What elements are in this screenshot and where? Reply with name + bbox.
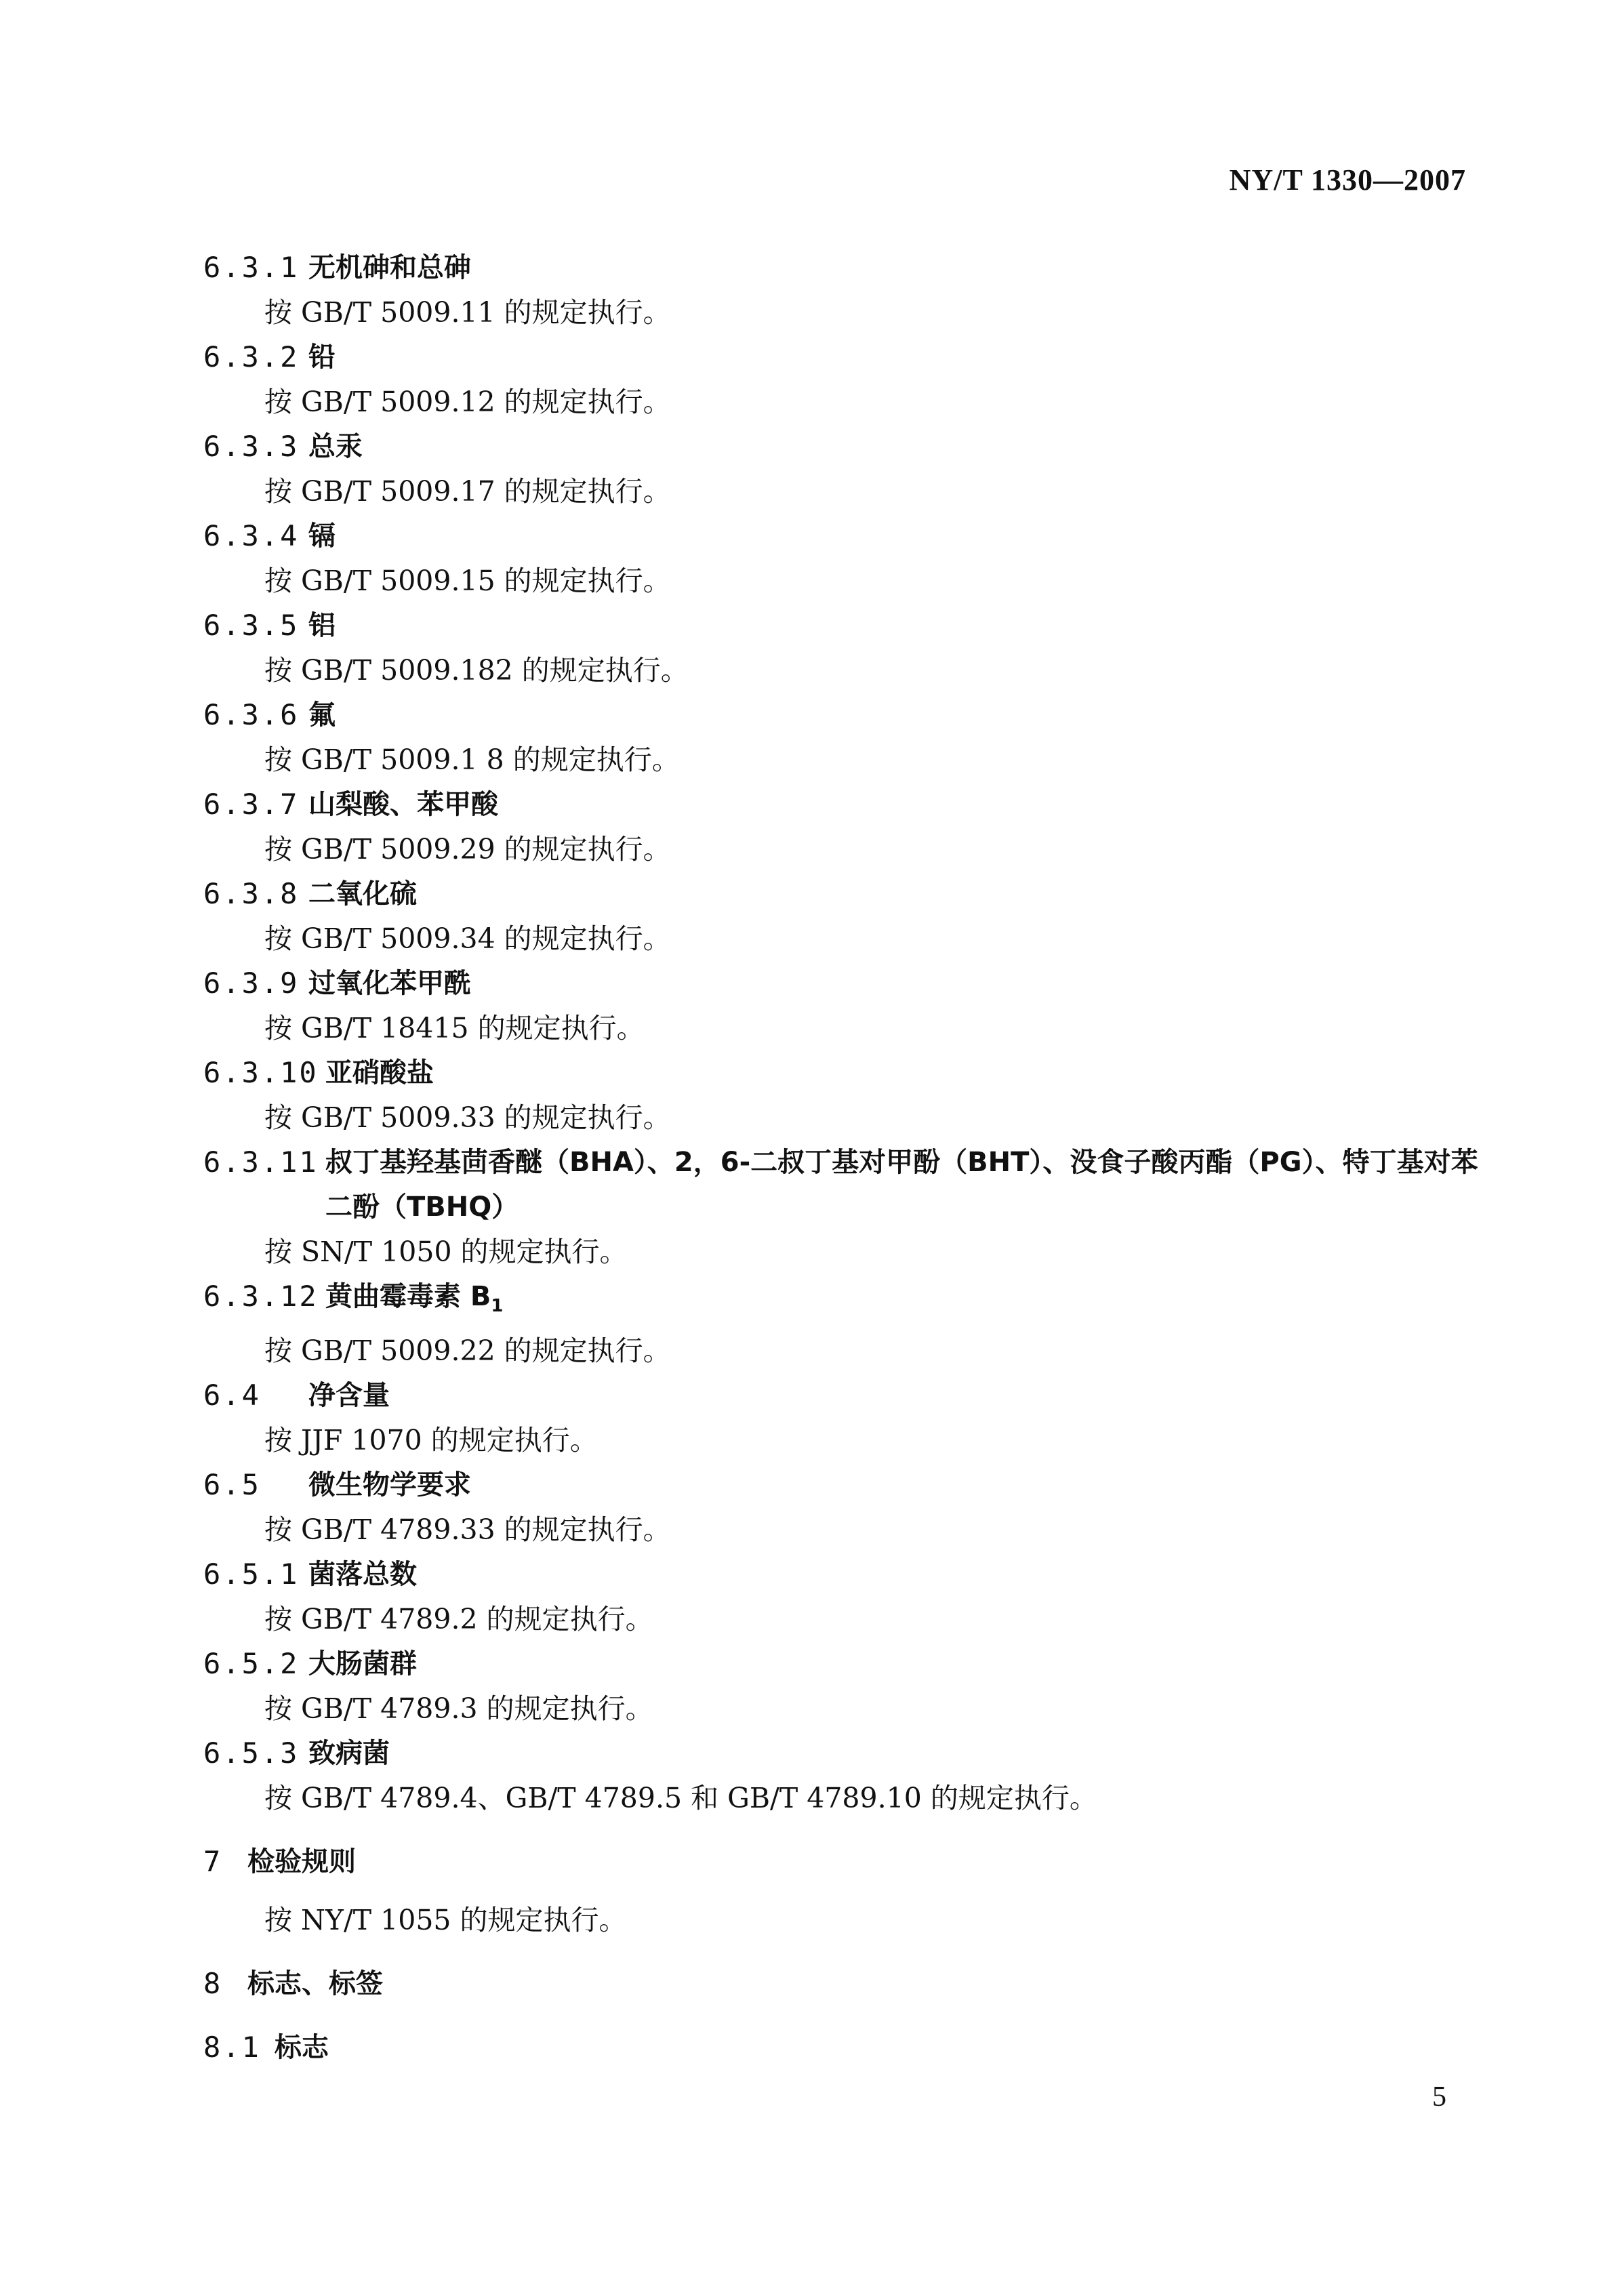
section-title: 总汞 — [308, 431, 363, 462]
section-number: 6.3.8 — [203, 877, 300, 910]
section-heading-6-5 — [203, 1463, 1491, 1507]
section-title: 氟 — [308, 699, 336, 731]
page-number: 5 — [1432, 2081, 1446, 2113]
section-heading-6-5-3 — [203, 1731, 1491, 1776]
section-text: 按 GB/T 4789.4、GB/T 4789.5 和 GB/T 4789.10 的规定执行。 — [264, 1782, 1097, 1814]
section-number: 6.5.1 — [203, 1557, 300, 1591]
section-text: 按 GB/T 5009.34 的规定执行。 — [264, 922, 671, 955]
section-number: 6.4 — [203, 1379, 261, 1412]
section-heading-6-3-12 — [203, 1274, 1491, 1328]
section-text: 按 GB/T 4789.3 的规定执行。 — [264, 1692, 653, 1725]
section-number: 8.1 — [203, 2031, 261, 2064]
section-heading-6-3-9 — [203, 961, 1491, 1006]
document-body — [203, 245, 1491, 2070]
section-heading-6-3-8 — [203, 872, 1491, 916]
section-text: 按 GB/T 5009.29 的规定执行。 — [264, 833, 671, 865]
section-title: 镉 — [308, 521, 336, 552]
section-heading-6-3-10 — [203, 1051, 1491, 1095]
section-text: 按 GB/T 5009.22 的规定执行。 — [264, 1334, 671, 1367]
section-title: 检验规则 — [247, 1846, 356, 1877]
section-number: 6.5.3 — [203, 1736, 300, 1770]
section-title: 铅 — [308, 342, 336, 373]
section-heading-6-3-7 — [203, 782, 1491, 827]
section-number: 6.3.12 — [203, 1280, 319, 1313]
section-heading-7 — [203, 1839, 1491, 1884]
section-number: 6.3.7 — [203, 788, 300, 821]
section-title: 标志 — [275, 2032, 329, 2063]
section-title-main: 黄曲霉毒素 B — [325, 1281, 491, 1312]
section-text: 按 GB/T 5009.15 的规定执行。 — [264, 565, 671, 597]
section-text: 按 GB/T 18415 的规定执行。 — [264, 1012, 645, 1044]
section-title: 叔丁基羟基茴香醚（BHA）、2，6-二叔丁基对甲酚（BHT）、没食子酸丙酯（PG）、特丁基对苯二酚（TBHQ） — [325, 1147, 1478, 1223]
section-heading-6-4 — [203, 1373, 1491, 1418]
section-number: 8 — [203, 1967, 223, 2000]
section-text: 按 SN/T 1050 的规定执行。 — [264, 1236, 628, 1268]
section-title: 微生物学要求 — [308, 1469, 471, 1501]
section-number: 6.3.9 — [203, 966, 300, 1000]
section-heading-8-1 — [203, 2025, 1491, 2070]
section-title: 菌落总数 — [308, 1559, 417, 1590]
section-heading-6-3-6 — [203, 693, 1491, 737]
section-title: 标志、标签 — [247, 1968, 383, 1999]
section-heading-8 — [203, 1961, 1491, 2006]
section-heading-6-3-4 — [203, 514, 1491, 558]
section-number: 6.3.1 — [203, 251, 300, 284]
section-heading-6-3-1 — [203, 245, 1491, 290]
section-text: 按 GB/T 5009.1 8 的规定执行。 — [264, 743, 680, 776]
section-text: 按 GB/T 4789.33 的规定执行。 — [264, 1513, 671, 1546]
section-text: 按 NY/T 1055 的规定执行。 — [264, 1904, 627, 1936]
section-number: 6.5 — [203, 1468, 261, 1501]
section-number: 6.3.3 — [203, 430, 300, 463]
section-title: 过氧化苯甲酰 — [308, 968, 471, 999]
section-text: 按 GB/T 5009.182 的规定执行。 — [264, 654, 689, 687]
section-title: 致病菌 — [308, 1738, 390, 1769]
section-heading-6-5-1 — [203, 1552, 1491, 1597]
section-title: 净含量 — [308, 1380, 390, 1411]
section-title-subscript: 1 — [491, 1296, 504, 1316]
section-number: 6.3.2 — [203, 340, 300, 373]
section-title: 无机砷和总砷 — [308, 252, 471, 283]
section-number: 7 — [203, 1845, 223, 1878]
section-number: 6.3.4 — [203, 519, 300, 552]
section-text: 按 GB/T 5009.17 的规定执行。 — [264, 475, 671, 508]
section-number: 6.3.5 — [203, 609, 300, 642]
section-title: 铝 — [308, 610, 336, 641]
section-text: 按 GB/T 5009.12 的规定执行。 — [264, 386, 671, 418]
section-text: 按 GB/T 4789.2 的规定执行。 — [264, 1603, 653, 1635]
section-number: 6.3.10 — [203, 1056, 319, 1089]
section-number: 6.5.2 — [203, 1647, 300, 1680]
section-title: 亚硝酸盐 — [325, 1057, 434, 1088]
section-title: 山梨酸、苯甲酸 — [308, 789, 498, 820]
section-title: 二氧化硫 — [308, 878, 417, 910]
document-code: NY/T 1330—2007 — [1229, 163, 1466, 197]
section-text: 按 JJF 1070 的规定执行。 — [264, 1424, 598, 1456]
section-title: 大肠菌群 — [308, 1648, 417, 1679]
section-heading-6-3-11 — [203, 1140, 1491, 1229]
section-number: 6.3.6 — [203, 698, 300, 731]
section-text: 按 GB/T 5009.33 的规定执行。 — [264, 1101, 671, 1134]
section-heading-6-3-3 — [203, 424, 1491, 469]
section-heading-6-3-5 — [203, 603, 1491, 648]
section-text: 按 GB/T 5009.11 的规定执行。 — [264, 296, 671, 329]
section-heading-6-3-2 — [203, 335, 1491, 380]
section-heading-6-5-2 — [203, 1642, 1491, 1686]
section-number: 6.3.11 — [203, 1145, 319, 1179]
section-title — [325, 1274, 1491, 1328]
